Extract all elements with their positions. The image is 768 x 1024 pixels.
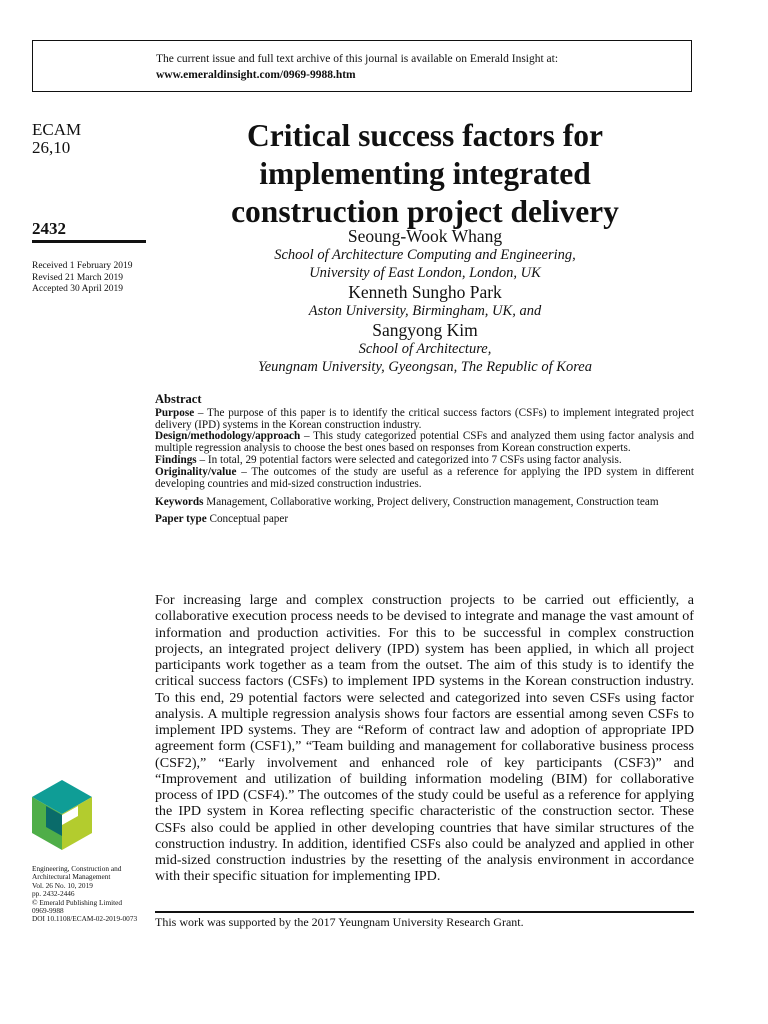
title-line: Critical success factors for [247, 118, 603, 153]
pubinfo-line: © Emerald Publishing Limited [32, 897, 123, 907]
abstract-purpose [155, 408, 694, 432]
accepted-date: Accepted 30 April 2019 [32, 284, 124, 294]
originality-text: – The outcomes of the study are useful as a reference for applying the IPD system in different developing countries and mid-sized construction industries. [155, 465, 694, 490]
paper-title [170, 117, 680, 231]
keywords-label: Keywords [155, 496, 204, 509]
access-notice-text: The current issue and full text archive of this journal is available on Emerald Insight at: [156, 53, 559, 65]
article-history [32, 261, 133, 296]
design-label: Design/methodology/approach [155, 430, 301, 443]
title-line: implementing integrated [259, 156, 591, 191]
revised-date: Revised 21 March 2019 [32, 272, 124, 283]
journal-volume: 26,10 [32, 138, 71, 157]
keywords [155, 495, 694, 509]
pubinfo-line: pp. 2432-2446 [32, 889, 75, 899]
keywords-text: Management, Collaborative working, Project delivery, Construction management, Construction team [203, 496, 659, 509]
journal-url-link[interactable]: www.emeraldinsight.com/0969-9988.htm [156, 69, 356, 81]
author-block [200, 226, 650, 376]
pubinfo-line: Engineering, Construction and [32, 864, 122, 873]
abstract-heading: Abstract [155, 392, 202, 406]
originality-label: Originality/value [155, 465, 237, 478]
funding-footnote: This work was supported by the 2017 Yeungnam University Research Grant. [155, 915, 524, 929]
design-text: – This study categorized potential CSFs and analyzed them using factor analysis and multiple regression analysis to choose the best ones based on responses from Korean construction experts. [155, 430, 694, 455]
purpose-text: – The purpose of this paper is to identify the critical success factors (CSFs) to implement integrated project delivery (IPD) systems in the Korean construction industry. [155, 406, 694, 431]
author-name: Seoung-Wook Whang [347, 226, 503, 246]
publication-info [32, 865, 137, 924]
abstract-section [155, 394, 694, 526]
author-name: Sangyong Kim [372, 320, 478, 340]
access-notice-box [32, 40, 692, 92]
title-line: construction project delivery [231, 194, 619, 229]
author-affiliation: University of East London, London, UK [309, 265, 541, 281]
author-affiliation: Aston University, Birmingham, UK, and [308, 303, 542, 319]
author-affiliation: Yeungnam University, Gyeongsan, The Republic of Korea [257, 359, 592, 375]
pubinfo-line: 0969-9988 [32, 906, 64, 916]
author-affiliation: School of Architecture, [358, 341, 492, 357]
paper-type [155, 512, 694, 526]
received-date: Received 1 February 2019 [32, 261, 133, 271]
purpose-label: Purpose [155, 406, 195, 419]
abstract-originality [155, 467, 694, 491]
pubinfo-line: Architectural Management [32, 872, 111, 882]
footnote-rule [155, 911, 694, 913]
paper-type-text: Conceptual paper [206, 513, 289, 526]
findings-text: – In total, 29 potential factors were selected and categorized into 7 CSFs using factor analysis. [196, 453, 622, 466]
paper-type-label: Paper type [155, 513, 207, 526]
pubinfo-line: DOI 10.1108/ECAM-02-2019-0073 [32, 914, 138, 924]
abstract-design [155, 431, 694, 455]
pubinfo-line: Vol. 26 No. 10, 2019 [32, 880, 93, 890]
body-paragraph: For increasing large and complex construction projects to be carried out efficiently, a collaborative execution process needs to be devised to integrate and manage the vast amount of information and production activities. For this to be successful in complex construction projects, an integrated project delivery (IPD) system has been applied, in which all project participants work together as a team from the outset. The aim of this study is to identify the critical success factors (CSFs) to implement IPD systems in the Korean construction industry. To this end, 29 potential factors were selected and categorized into seven CSFs using factor analysis. A multiple regression analysis shows four factors are essential among seven CSFs to implement IPD systems. They are “Reform of contract law and adoption of appropriate IPD agreement form (CSF1),” “Team building and management for collaborative business process (CSF2),” “Early involvement and enhanced role of key participants (CSF3)” and “Improvement and utilization of building information modeling (BIM) for collaborative process of IPD (CSF4).” The outcomes of the study could be useful as a reference for applying the IPD system in Korea reflecting specific characteristic of the construction sector. These CSFs also could be applied in other developing countries that have similar structures of the construction industry. In addition, identified CSFs also could be analyzed and applied in other mid-sized construction industries by the resetting of the analysis environment in accordance with their specific situation for implementing IPD. [155, 592, 694, 885]
page-number-rule [32, 240, 146, 243]
journal-abbreviation [32, 121, 81, 157]
author-affiliation: School of Architecture Computing and Engineering, [274, 247, 576, 263]
journal-name: ECAM [32, 120, 82, 139]
findings-label: Findings [155, 453, 197, 466]
author-name: Kenneth Sungho Park [348, 282, 502, 302]
page-number: 2432 [32, 219, 66, 238]
emerald-logo-icon [32, 780, 92, 850]
